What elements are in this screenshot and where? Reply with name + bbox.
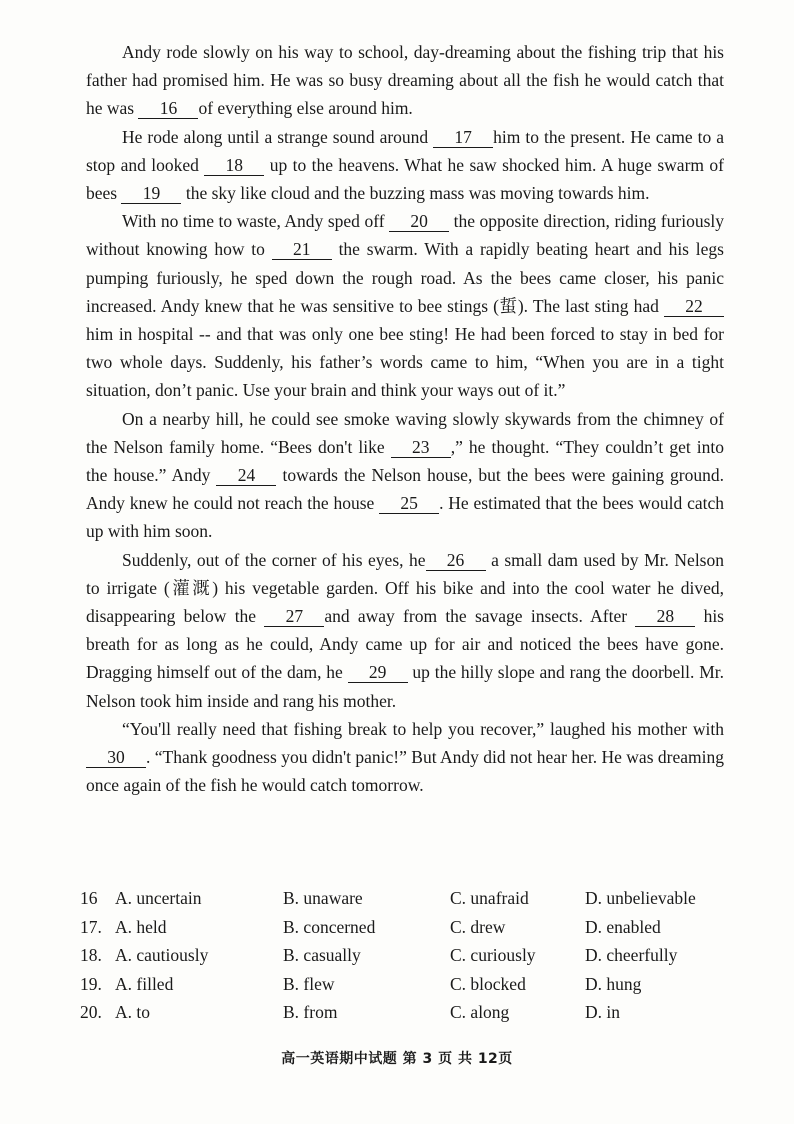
passage-text: “You'll really need that fishing break to help you recover,” laughed his mother with	[122, 718, 724, 739]
blank-29: 29	[348, 662, 408, 683]
passage-text: ,” he thought. “They couldn’t get into the house.” Andy	[86, 436, 725, 486]
option-row-20	[80, 998, 730, 1027]
passage-text: the swarm. With a rapidly beating heart and his legs pumping furiously, he sped down the rough road. As the bees came closer, his panic increased. Andy knew that he was sensitive to bee stings (蜇). The last sting had	[86, 239, 724, 316]
paragraph-6	[86, 715, 724, 800]
blank-20: 20	[389, 211, 449, 232]
blank-17: 17	[433, 127, 493, 148]
cloze-passage	[86, 38, 724, 799]
blank-24: 24	[216, 465, 276, 486]
option-row-19	[80, 970, 730, 999]
question-number: 17.	[80, 916, 102, 937]
option-row-18	[80, 941, 730, 970]
passage-text: towards the Nelson house, but the bees were gaining ground. Andy knew he could not reach the house	[86, 465, 724, 514]
passage-text: a small dam used by Mr. Nelson to irrigate (灌溉) his vegetable garden. Off his bike and into the cool water he dived, disappearing below the	[86, 549, 724, 627]
passage-text: With no time to waste, Andy sped off	[122, 211, 390, 232]
passage-text: . “Thank goodness you didn't panic!” But Andy did not hear her. He was dreaming once again of the fish he would catch tomorrow.	[86, 747, 724, 796]
option-a: A. held	[115, 916, 167, 937]
option-b: B. from	[283, 1002, 338, 1023]
blank-16: 16	[138, 98, 198, 119]
option-b: B. flew	[283, 973, 335, 994]
passage-text: the sky like cloud and the buzzing mass was moving towards him.	[181, 183, 650, 204]
option-a: A. to	[115, 1002, 150, 1023]
passage-text: of everything else around him.	[198, 98, 413, 119]
option-a: A. cautiously	[115, 945, 209, 966]
passage-text: him to the present. He came to a stop and looked	[86, 126, 724, 175]
blank-23: 23	[391, 437, 451, 458]
question-number: 20.	[80, 1002, 102, 1023]
passage-text: He rode along until a strange sound around	[122, 126, 434, 147]
option-d: D. in	[585, 1002, 620, 1023]
blank-18: 18	[204, 155, 264, 176]
option-c: C. drew	[450, 916, 506, 937]
answer-options	[80, 884, 730, 1027]
blank-22: 22	[664, 296, 724, 317]
option-a: A. uncertain	[115, 888, 202, 908]
paragraph-1	[86, 38, 724, 123]
paragraph-4	[86, 405, 724, 546]
passage-text: up the hilly slope and rang the doorbell. Mr. Nelson took him inside and rang his mother.	[86, 662, 725, 711]
passage-text: up to the heavens. What he saw shocked him. A huge swarm of bees	[86, 154, 724, 204]
blank-21: 21	[272, 239, 332, 260]
option-row-16	[80, 884, 730, 913]
blank-30: 30	[86, 747, 146, 768]
option-d: D. cheerfully	[585, 945, 678, 966]
passage-text: the opposite direction, riding furiously without knowing how to	[86, 211, 724, 260]
option-b: B. casually	[283, 945, 361, 966]
option-d: D. hung	[585, 973, 642, 994]
option-d: D. enabled	[585, 916, 661, 937]
option-c: C. along	[450, 1002, 510, 1023]
option-c: C. unafraid	[450, 888, 529, 908]
blank-27: 27	[264, 606, 324, 627]
blank-28: 28	[635, 606, 695, 627]
passage-text: On a nearby hill, he could see smoke waving slowly skywards from the chimney of the Nelson family home. “Bees don't like	[86, 408, 724, 457]
option-d: D. unbelievable	[585, 888, 696, 908]
paragraph-3	[86, 207, 724, 404]
option-a: A. filled	[115, 973, 174, 994]
option-b: B. concerned	[283, 916, 376, 937]
passage-text: him in hospital -- and that was only one bee sting! He had been forced to stay in bed for two whole days. Suddenly, his father’s words came to him, “When you are in a tight situation, don’t panic. Use your brain and think your ways out of it.”	[86, 324, 724, 401]
page-footer: 高一英语期中试题 第 3 页 共 12页	[281, 1051, 513, 1067]
question-number: 16	[80, 888, 98, 908]
blank-25: 25	[379, 493, 439, 514]
question-number: 19.	[80, 973, 102, 994]
option-c: C. blocked	[450, 973, 526, 994]
option-b: B. unaware	[283, 888, 363, 908]
passage-text: Andy rode slowly on his way to school, day-dreaming about the fishing trip that his father had promised him. He was so busy dreaming about all the fish he would catch that he was	[86, 42, 724, 119]
option-c: C. curiously	[450, 945, 536, 966]
question-number: 18.	[80, 945, 102, 966]
passage-text: his breath for as long as he could, Andy came up for air and noticed the bees have gone. Dragging himself out of the dam, he	[86, 606, 724, 683]
passage-text: Suddenly, out of the corner of his eyes, he	[122, 549, 426, 570]
blank-19: 19	[121, 183, 181, 204]
passage-text: . He estimated that the bees would catch up with him soon.	[86, 493, 724, 542]
paragraph-2	[86, 123, 724, 208]
option-row-17	[80, 913, 730, 942]
passage-text: and away from the savage insects. After	[324, 606, 636, 627]
blank-26: 26	[426, 550, 486, 571]
paragraph-5	[86, 546, 724, 715]
